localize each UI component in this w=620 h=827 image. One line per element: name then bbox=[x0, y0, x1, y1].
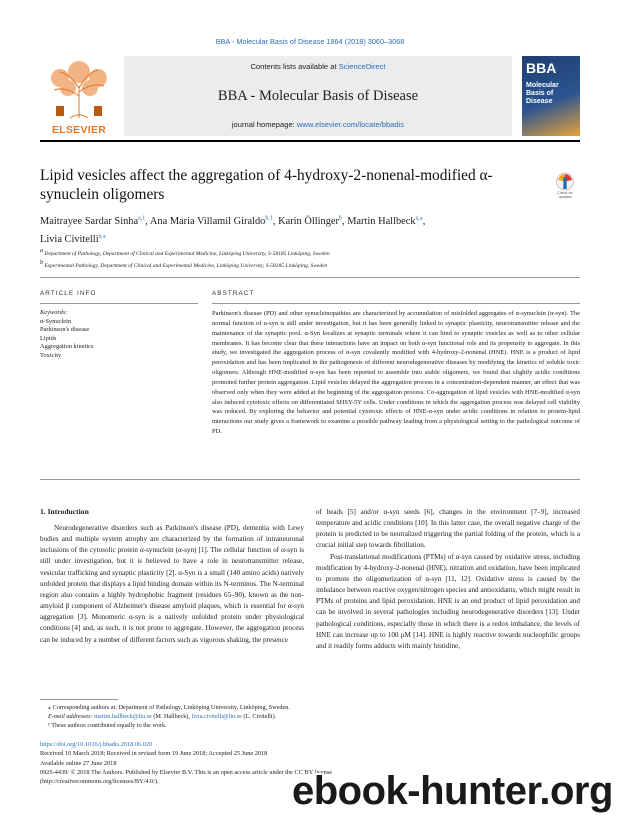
masthead-rule bbox=[40, 140, 580, 142]
cover-subtitle-line: Basis of bbox=[526, 90, 554, 97]
keywords-block bbox=[40, 309, 198, 360]
author-name: Ana Maria Villamil Giraldo bbox=[149, 216, 266, 228]
body-paragraph: Neurodegenerative disorders such as Parkinson's disease (PD), dementia with Lewy bodies and multiple system atrophy are characterized by the formation of intraneuronal inclusions of the cytosolic protein α-synuclein (α-syn) [1]. The cellular function of α-syn is still under investigation, but it is believed to have a role in neurotransmitter release, vesicular trafficking and synaptic plasticity [2]. α-Syn is a small (140 amino acids) natively unfolded protein that displays a lipid binding domain within its N-terminus. The N-terminal region also contains a highly hydrophobic fragment (residues 65–90), known as the non-amyloid β component of Alzheimer's disease amyloid plaques, which is essential for α-syn aggregation [3]. Monomeric α-syn is a natively unfolded protein under physiological conditions [4] and, as such, it is not prone to aggregate. However, the aggregation process can be induced by a number of different factors such as vigorous shaking, the presence bbox=[40, 524, 304, 644]
author-separator: , bbox=[145, 216, 150, 228]
body-column-left bbox=[40, 523, 304, 646]
affiliation bbox=[40, 247, 580, 259]
keywords-label: Keywords: bbox=[40, 309, 68, 316]
author-affiliation-mark[interactable]: a,⁎ bbox=[415, 216, 423, 222]
homepage-label: journal homepage: bbox=[231, 120, 297, 129]
article-info-rule bbox=[40, 303, 198, 304]
author-separator: , bbox=[341, 216, 348, 228]
footnotes bbox=[40, 703, 580, 730]
cover-subtitle bbox=[526, 82, 559, 106]
journal-cover[interactable] bbox=[522, 56, 580, 136]
cover-subtitle-line: Disease bbox=[526, 98, 553, 105]
email-owner: (M. Hallbeck), bbox=[151, 713, 192, 720]
elsevier-wordmark: ELSEVIER bbox=[51, 124, 107, 136]
doi-link[interactable]: https://doi.org/10.1016/j.bbadis.2018.06.020 bbox=[40, 741, 153, 748]
introduction-heading: 1. Introduction bbox=[40, 507, 89, 516]
license-url[interactable]: (http://creativecommons.org/licenses/BY/4.0/). bbox=[40, 778, 159, 786]
author[interactable] bbox=[278, 216, 347, 227]
email-link[interactable]: martin.hallbeck@liu.se bbox=[94, 713, 152, 720]
contents-prefix: Contents lists available at bbox=[250, 62, 339, 71]
abstract-text: Parkinson's disease (PD) and other synucleinopathies are characterized by accumulation of misfolded aggregates of α-synuclein (α-syn). The normal function of α-syn is still under investigation, but it has been generally linked to synaptic plasticity, neurotransmitter release and the maintenance of the synaptic pool. α-Syn localizes at synaptic terminals where it can bind to synaptic vesicles as well as to other cellular membranes. It has become clear that these interactions have an impact on both α-syn functional role and its propensity to aggregate. In this study, we investigated the aggregation process of α-syn covalently modified with 4-hydroxy-2-nonenal (HNE). HNE is a product of lipid peroxidation and has been implicated in the pathogenesis of different neurodegenerative diseases by modifying the kinetics of soluble toxic oligomers. Although HNE-modified α-syn has been reported to assemble into stable oligomers, we found that slightly acidic conditions promoted further protein aggregation. Lipid vesicles delayed the aggregation process in a concentration-dependent manner, an effect that was observed only when they were added at the beginning of the aggregation process. Co-aggregation of lipid vesicles with HNE-modified α-syn also induced cytotoxic effects on differentiated SHSY-5Y cells. Under conditions in which the aggregation process was delayed cell viability was reduced. By exploring the behavior and potential cytotoxic effects of HNE-α-syn under acidic conditions in relation to protein-lipid interactions our study gives a framework to examine a possible pathway leading from a physiological setting to the pathological outcome of PD. bbox=[212, 310, 580, 436]
body-column-right bbox=[316, 507, 580, 652]
author[interactable] bbox=[40, 234, 106, 245]
affiliations bbox=[40, 247, 580, 271]
author[interactable] bbox=[150, 216, 278, 227]
author-affiliation-mark[interactable]: b bbox=[338, 216, 342, 222]
author[interactable] bbox=[347, 216, 425, 227]
author-name: Martin Hallbeck bbox=[347, 216, 416, 228]
elsevier-tree-icon bbox=[40, 56, 118, 122]
corresponding-author-note: ⁎ Corresponding authors at: Department of Pathology, Linköping University, Linköping, Sweden. bbox=[48, 704, 290, 711]
masthead bbox=[40, 56, 580, 136]
watermark: ebook-hunter.org bbox=[292, 769, 613, 813]
article-info-heading: ARTICLE INFO bbox=[40, 290, 97, 297]
abstract-rule bbox=[212, 303, 580, 304]
email-link[interactable]: livia.civitelli@liu.se bbox=[191, 713, 242, 720]
abstract-bottom-rule bbox=[40, 479, 580, 480]
section-rule bbox=[40, 277, 580, 278]
affiliation bbox=[40, 259, 580, 271]
body-paragraph: of beads [5] and/or α-syn seeds [6], changes in the environment [7–9], increased temperature and acidic conditions [10]. In this latter case, the overall negative charge of the protein is predicted to be neutralized triggering the partial folding of the protein, which is a crucial initial step towards fibrillation. bbox=[316, 508, 580, 550]
article-title: Lipid vesicles affect the aggregation of 4-hydroxy-2-nonenal-modified α-synuclein oligomers bbox=[40, 167, 493, 203]
available-online: Available online 27 June 2018 bbox=[40, 759, 117, 767]
author-list bbox=[40, 212, 560, 247]
received-dates: Received 10 March 2018; Received in revised form 19 June 2018; Accepted 25 June 2018 bbox=[40, 750, 268, 758]
email-label: E-mail addresses: bbox=[48, 713, 95, 720]
contents-line bbox=[124, 62, 512, 71]
cover-title: BBA bbox=[526, 60, 557, 76]
journal-reference[interactable]: BBA - Molecular Basis of Disease 1864 (2018) 3060–3068 bbox=[215, 37, 405, 46]
journal-title: BBA - Molecular Basis of Disease bbox=[217, 88, 419, 104]
homepage-link[interactable]: www.elsevier.com/locate/bbadis bbox=[296, 120, 405, 129]
keyword: α-Synuclein bbox=[40, 317, 72, 325]
affiliation-text: Experimental Pathology, Department of Clinical and Experimental Medicine, Linköping University, S-58185 Linköping, Sweden bbox=[44, 262, 328, 269]
author-affiliation-mark[interactable]: a,⁎ bbox=[98, 233, 106, 240]
author-affiliation-mark[interactable]: b,1 bbox=[265, 216, 273, 222]
keyword: Lipids bbox=[40, 334, 57, 342]
author-separator: , bbox=[272, 216, 279, 228]
author[interactable] bbox=[40, 216, 150, 227]
abstract-heading: ABSTRACT bbox=[212, 290, 255, 297]
keyword: Toxicity bbox=[40, 351, 62, 359]
keyword: Parkinson's disease bbox=[40, 326, 90, 333]
email-owner: (L. Civitelli). bbox=[241, 713, 277, 720]
email-note bbox=[40, 712, 580, 721]
affiliation-text: Department of Pathology, Department of Clinical and Experimental Medicine, Linköping University, S-58185 Linköping, Sweden bbox=[44, 250, 330, 257]
cover-subtitle-line: Molecular bbox=[526, 82, 559, 89]
check-for-updates-badge[interactable] bbox=[551, 172, 579, 202]
author-name: Maitrayee Sardar Sinha bbox=[40, 216, 139, 228]
footnote-rule bbox=[40, 699, 118, 700]
keyword: Aggregation kinetics bbox=[40, 343, 94, 350]
crossmark-label-line: Check for bbox=[557, 191, 573, 195]
sciencedirect-link[interactable]: ScienceDirect bbox=[338, 62, 386, 71]
elsevier-logo bbox=[40, 56, 118, 136]
author-name: Karin Öllinger bbox=[278, 216, 339, 228]
license-statement: 0925-4439/ © 2018 The Authors. Published by Elsevier B.V. This is an open access article under the CC BY license bbox=[40, 768, 333, 776]
crossmark-label bbox=[551, 191, 579, 199]
equal-contribution-note: ¹ These authors contributed equally to the work. bbox=[48, 722, 167, 729]
journal-banner bbox=[124, 56, 512, 136]
author-name: Livia Civitelli bbox=[40, 233, 99, 245]
crossmark-label-line: updates bbox=[558, 195, 572, 199]
affiliation-mark: a bbox=[40, 248, 43, 254]
author-affiliation-mark[interactable]: a,1 bbox=[138, 216, 146, 222]
affiliation-mark: b bbox=[40, 259, 43, 266]
body-paragraph: Post-translational modifications (PTMs) of α-syn caused by oxidative stress, including modification by 4-hydroxy-2-nonenal (HNE), nitration and oxidation, have been implicated to promote the oligomerization of α-syn [11, 12]. Oxidative stress is caused by the imbalance between reactive oxygen/nitrogen species and antioxidants, which might result in PTMs of proteins and lipid peroxidation. HNE is an end product of lipid peroxidation and can be involved in several pathologies including neurodegenerative disorders [13]. Under pathological conditions, especially those in which there is a redox imbalance, the levels of HNE can increase up to 100 μM [14]. HNE is highly reactive towards nucleophilic groups and it readily forms adducts with mainly histidine, bbox=[316, 552, 580, 650]
author-separator: , bbox=[422, 216, 426, 228]
homepage-line bbox=[124, 120, 512, 129]
crossmark-icon bbox=[551, 172, 579, 191]
